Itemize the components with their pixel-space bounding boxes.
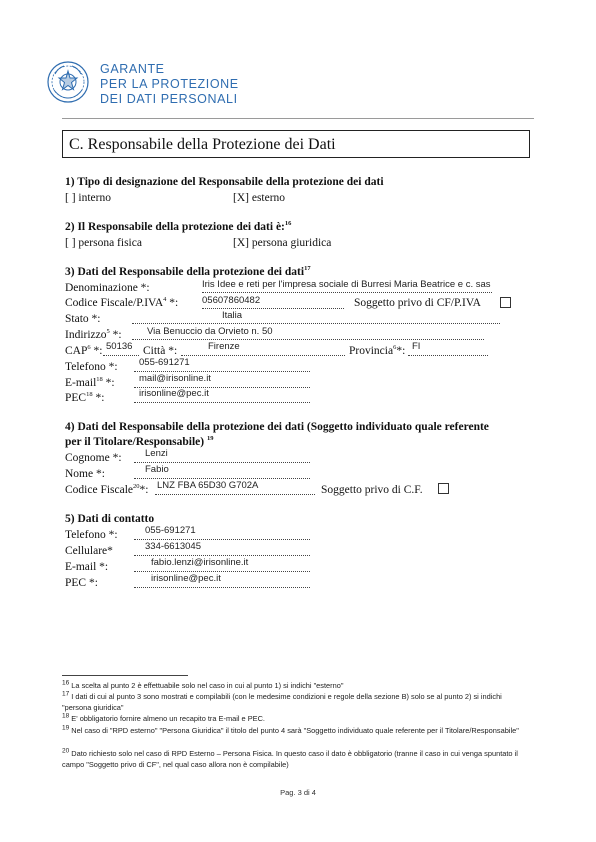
q5-telefono-label: Telefono *: bbox=[65, 529, 118, 541]
cf-privo-checkbox[interactable] bbox=[500, 297, 511, 308]
citta-label: Città *: bbox=[143, 345, 178, 357]
q4-cf-privo-checkbox[interactable] bbox=[438, 483, 449, 494]
stato-field[interactable]: Italia bbox=[222, 310, 243, 321]
cf-piva-dotline bbox=[202, 308, 344, 309]
telefono-field[interactable]: 055-691271 bbox=[139, 357, 190, 368]
cf-piva-field[interactable]: 05607860482 bbox=[202, 295, 261, 306]
footnote-divider bbox=[62, 675, 188, 676]
indirizzo-dotline bbox=[132, 339, 484, 340]
q5-email-label: E-mail *: bbox=[65, 561, 109, 573]
section-title: C. Responsabile della Protezione dei Dati bbox=[69, 136, 336, 153]
footnote-17: 17 I dati di cui al punto 3 sono mostrati e compilabili (con le medesime condizioni e regole della sezione B) solo se al punto 2) si indichi "persona giuridica" bbox=[62, 690, 502, 712]
provincia-dotline bbox=[408, 355, 488, 356]
cellulare-dotline bbox=[134, 555, 310, 556]
page-number: Pag. 3 di 4 bbox=[280, 788, 316, 797]
cap-field[interactable]: 50136 bbox=[106, 341, 133, 352]
q1-option-esterno[interactable]: [X] esterno bbox=[233, 192, 286, 204]
q5-telefono-dotline bbox=[134, 539, 310, 540]
cognome-field[interactable]: Lenzi bbox=[145, 448, 168, 459]
q1-option-interno[interactable]: [ ] interno bbox=[65, 192, 111, 204]
q5-email-dotline bbox=[134, 571, 310, 572]
denominazione-label: Denominazione *: bbox=[65, 282, 150, 294]
cap-dotline bbox=[103, 355, 139, 356]
stato-dotline bbox=[132, 323, 500, 324]
footnote-19: 19 Nel caso di "RPD esterno" "Persona Giuridica" il titolo del punto 4 sarà "Soggetto individuato quale referente per il Titolare/Responsabile" bbox=[62, 724, 519, 735]
q5-email-field[interactable]: fabio.lenzi@irisonline.it bbox=[151, 557, 249, 568]
denominazione-dotline bbox=[202, 292, 492, 293]
q3-heading: 3) Dati del Responsabile della protezione dei dati$^{17}$ bbox=[65, 265, 311, 278]
q5-pec-label: PEC *: bbox=[65, 577, 98, 589]
pec-field[interactable]: irisonline@pec.it bbox=[139, 388, 209, 399]
q2-option-persona-fisica[interactable]: [ ] persona fisica bbox=[65, 237, 142, 249]
org-name-line-3: DEI DATI PERSONALI bbox=[100, 92, 238, 106]
nome-dotline bbox=[134, 478, 310, 479]
q4-heading-line-1: 4) Dati del Responsabile della protezione dei dati (Soggetto individuato quale referente bbox=[65, 421, 489, 433]
q4-cf-privo-label: Soggetto privo di C.F. bbox=[321, 484, 423, 496]
italian-emblem-icon bbox=[46, 60, 90, 104]
nome-label: Nome *: bbox=[65, 468, 105, 480]
q4-heading-line-2: per il Titolare/Responsabile) $^{19}$ bbox=[65, 435, 214, 448]
q5-telefono-field[interactable]: 055-691271 bbox=[145, 525, 196, 536]
cognome-dotline bbox=[134, 462, 310, 463]
org-name-line-1: GARANTE bbox=[100, 62, 165, 76]
citta-dotline bbox=[181, 355, 345, 356]
q5-pec-dotline bbox=[134, 587, 310, 588]
citta-field[interactable]: Firenze bbox=[208, 341, 240, 352]
cognome-label: Cognome *: bbox=[65, 452, 122, 464]
denominazione-field[interactable]: Iris Idee e reti per l'impresa sociale di Burresi Maria Beatrice e c. sas bbox=[202, 279, 491, 290]
q1-heading: 1) Tipo di designazione del Responsabile della protezione dei dati bbox=[65, 176, 384, 188]
pec-dotline bbox=[134, 402, 310, 403]
section-title-box bbox=[62, 130, 530, 158]
email-field[interactable]: mail@irisonline.it bbox=[139, 373, 211, 384]
telefono-dotline bbox=[134, 371, 310, 372]
q5-pec-field[interactable]: irisonline@pec.it bbox=[151, 573, 221, 584]
cf-piva-label: Codice Fiscale/P.IVA$^4$ *: bbox=[65, 296, 179, 309]
nome-field[interactable]: Fabio bbox=[145, 464, 169, 475]
provincia-field[interactable]: FI bbox=[412, 341, 421, 352]
indirizzo-field[interactable]: Via Benuccio da Orvieto n. 50 bbox=[147, 326, 273, 337]
cellulare-field[interactable]: 334-6613045 bbox=[145, 541, 201, 552]
cf-privo-label: Soggetto privo di CF/P.IVA bbox=[354, 297, 481, 309]
cellulare-label: Cellulare* bbox=[65, 545, 113, 557]
q4-cf-label: Codice Fiscale$^{20}$*: bbox=[65, 483, 149, 496]
header-divider bbox=[62, 118, 534, 119]
q4-cf-field[interactable]: LNZ FBA 65D30 G702A bbox=[157, 480, 259, 491]
footnote-20: 20 Dato richiesto solo nel caso di RPD Esterno – Persona Fisica. In questo caso il dato è obbligatorio (tranne il caso in cui venga spuntato il campo "Soggetto privo di CF", nel qual caso allora non è compilabile) bbox=[62, 747, 518, 769]
footnote-18: 18 E' obbligatorio fornire almeno un recapito tra E-mail e PEC. bbox=[62, 712, 265, 723]
footnote-16: 16 La scelta al punto 2 è effettuabile solo nel caso in cui al punto 1) si indichi "esterno" bbox=[62, 679, 344, 690]
email-label: E-mail$^{18}$ *: bbox=[65, 376, 115, 389]
indirizzo-label: Indirizzo$^5$ *: bbox=[65, 328, 122, 341]
stato-label: Stato *: bbox=[65, 313, 101, 325]
provincia-label: Provincia$^6$*: bbox=[349, 344, 406, 357]
pec-label: PEC$^{18}$ *: bbox=[65, 391, 105, 404]
cap-label: CAP$^6$ *: bbox=[65, 344, 103, 357]
q2-heading: 2) Il Responsabile della protezione dei dati è:$^{16}$ bbox=[65, 220, 292, 233]
org-name-line-2: PER LA PROTEZIONE bbox=[100, 77, 239, 91]
q4-cf-dotline bbox=[155, 494, 315, 495]
q2-option-persona-giuridica[interactable]: [X] persona giuridica bbox=[233, 237, 332, 249]
telefono-label: Telefono *: bbox=[65, 361, 118, 373]
q5-heading: 5) Dati di contatto bbox=[65, 513, 155, 525]
